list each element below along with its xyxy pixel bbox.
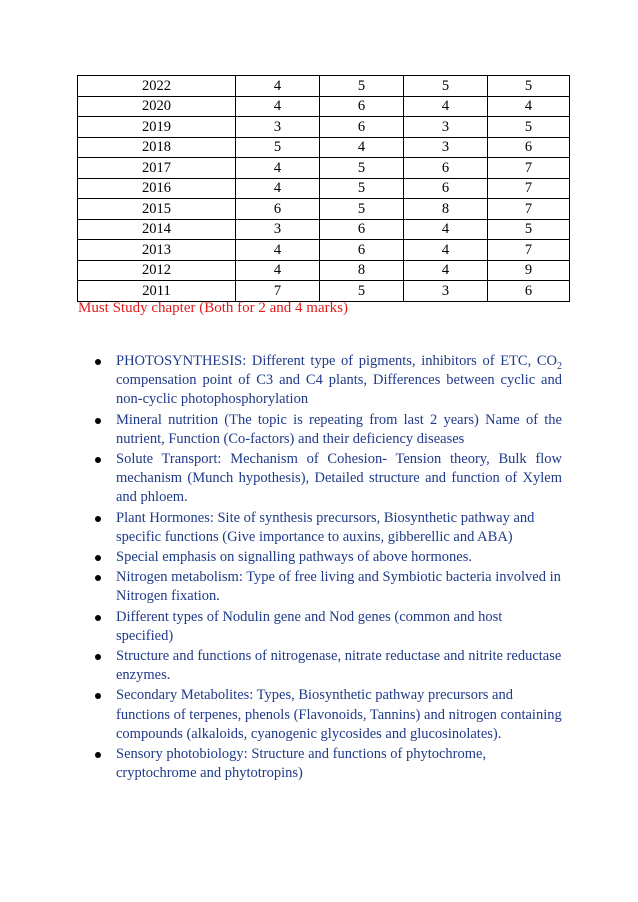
table-cell: 6 xyxy=(236,199,320,220)
subscript: 2 xyxy=(557,360,562,372)
table-cell: 4 xyxy=(404,260,488,281)
table-cell: 3 xyxy=(236,219,320,240)
table-cell: 5 xyxy=(320,158,404,179)
table-cell: 2017 xyxy=(78,158,236,179)
list-item xyxy=(78,548,562,567)
list-item xyxy=(78,745,562,783)
table-cell: 5 xyxy=(320,281,404,302)
table-cell: 4 xyxy=(488,96,570,117)
table-cell: 6 xyxy=(404,178,488,199)
table-cell: 2011 xyxy=(78,281,236,302)
list-item-text-continued: compensation point of C3 and C4 plants, Differences between cyclic and non-cyclic photophosphorylation xyxy=(116,372,562,408)
table-cell: 6 xyxy=(488,281,570,302)
table-cell: 5 xyxy=(404,76,488,97)
bullet-icon xyxy=(95,575,101,581)
bullet-icon xyxy=(95,457,101,463)
list-item xyxy=(78,608,562,646)
bullet-icon xyxy=(95,516,101,522)
list-item-text: Structure and functions of nitrogenase, nitrate reductase and nitrite reductase enzymes. xyxy=(116,648,562,684)
table-row xyxy=(78,117,570,138)
list-item-text: Sensory photobiology: Structure and functions of phytochrome, cryptochrome and phytotropins) xyxy=(116,746,487,782)
table-cell: 2016 xyxy=(78,178,236,199)
table-cell: 2019 xyxy=(78,117,236,138)
table-row xyxy=(78,281,570,302)
list-item xyxy=(78,686,562,744)
table-cell: 5 xyxy=(488,219,570,240)
table-cell: 6 xyxy=(488,137,570,158)
table-cell: 2013 xyxy=(78,240,236,261)
list-item-text: Mineral nutrition (The topic is repeating from last 2 years) Name of the nutrient, Function (Co-factors) and their deficiency diseases xyxy=(116,411,562,447)
table-cell: 6 xyxy=(320,117,404,138)
table-cell: 6 xyxy=(404,158,488,179)
table-body xyxy=(78,76,570,302)
table-cell: 9 xyxy=(488,260,570,281)
list-item xyxy=(78,352,562,410)
table-cell: 7 xyxy=(488,158,570,179)
list-item-text: Secondary Metabolites: Types, Biosynthetic pathway precursors and functions of terpenes, phenols (Flavonoids, Tannins) and nitrogen containing compounds (alkaloids, cyanogenic glycosides and glucosinolates). xyxy=(116,687,562,742)
table-row xyxy=(78,199,570,220)
bullet-icon xyxy=(95,693,101,699)
table-cell: 4 xyxy=(236,260,320,281)
list-item xyxy=(78,509,562,547)
table-row xyxy=(78,219,570,240)
list-item xyxy=(78,411,562,449)
table-row xyxy=(78,76,570,97)
bullet-icon xyxy=(95,752,101,758)
must-study-heading: Must Study chapter (Both for 2 and 4 marks) xyxy=(78,300,348,316)
table-cell: 2018 xyxy=(78,137,236,158)
list-item xyxy=(78,647,562,685)
table-cell: 6 xyxy=(320,219,404,240)
bullet-icon xyxy=(95,418,101,424)
table-cell: 4 xyxy=(236,240,320,261)
table-row xyxy=(78,240,570,261)
list-item xyxy=(78,450,562,508)
topic-list xyxy=(78,352,562,784)
bullet-icon xyxy=(95,555,101,561)
table-cell: 5 xyxy=(320,199,404,220)
table-cell: 3 xyxy=(236,117,320,138)
list-item-text: PHOTOSYNTHESIS: Different type of pigments, inhibitors of ETC, CO xyxy=(116,353,557,369)
list-item-text: Plant Hormones: Site of synthesis precursors, Biosynthetic pathway and specific functions (Give importance to auxins, gibberellic and ABA) xyxy=(116,509,535,545)
table-cell: 3 xyxy=(404,281,488,302)
table-row xyxy=(78,178,570,199)
table-row xyxy=(78,260,570,281)
table-cell: 4 xyxy=(404,219,488,240)
table-cell: 4 xyxy=(236,178,320,199)
table-cell: 5 xyxy=(320,178,404,199)
bullet-icon xyxy=(95,654,101,660)
table-cell: 4 xyxy=(236,76,320,97)
bullet-icon xyxy=(95,359,101,365)
list-item-text: Nitrogen metabolism: Type of free living and Symbiotic bacteria involved in Nitrogen fixation. xyxy=(116,569,561,605)
table-cell: 2022 xyxy=(78,76,236,97)
table-cell: 7 xyxy=(488,199,570,220)
table-cell: 4 xyxy=(236,158,320,179)
table-cell: 5 xyxy=(320,76,404,97)
table-cell: 2015 xyxy=(78,199,236,220)
table-cell: 8 xyxy=(320,260,404,281)
table-cell: 2012 xyxy=(78,260,236,281)
year-data-table xyxy=(77,75,570,302)
table-cell: 3 xyxy=(404,137,488,158)
list-item-text: Solute Transport: Mechanism of Cohesion- Tension theory, Bulk flow mechanism (Munch hypothesis), Detailed structure and function of Xylem and phloem. xyxy=(116,451,562,506)
table-row xyxy=(78,158,570,179)
table-cell: 3 xyxy=(404,117,488,138)
table-cell: 5 xyxy=(236,137,320,158)
table-cell: 7 xyxy=(488,240,570,261)
list-item-text: Special emphasis on signalling pathways of above hormones. xyxy=(116,549,472,566)
table-cell: 4 xyxy=(404,240,488,261)
table-cell: 7 xyxy=(236,281,320,302)
table-cell: 2020 xyxy=(78,96,236,117)
list-item-text: Different types of Nodulin gene and Nod genes (common and host specified) xyxy=(116,608,503,644)
table-cell: 2014 xyxy=(78,219,236,240)
list-item xyxy=(78,568,562,606)
table-cell: 5 xyxy=(488,117,570,138)
table-row xyxy=(78,137,570,158)
table-row xyxy=(78,96,570,117)
table-cell: 4 xyxy=(236,96,320,117)
table-cell: 4 xyxy=(320,137,404,158)
table-cell: 6 xyxy=(320,240,404,261)
table-cell: 8 xyxy=(404,199,488,220)
table-cell: 4 xyxy=(404,96,488,117)
table-cell: 6 xyxy=(320,96,404,117)
table-cell: 5 xyxy=(488,76,570,97)
bullet-icon xyxy=(95,615,101,621)
table-cell: 7 xyxy=(488,178,570,199)
